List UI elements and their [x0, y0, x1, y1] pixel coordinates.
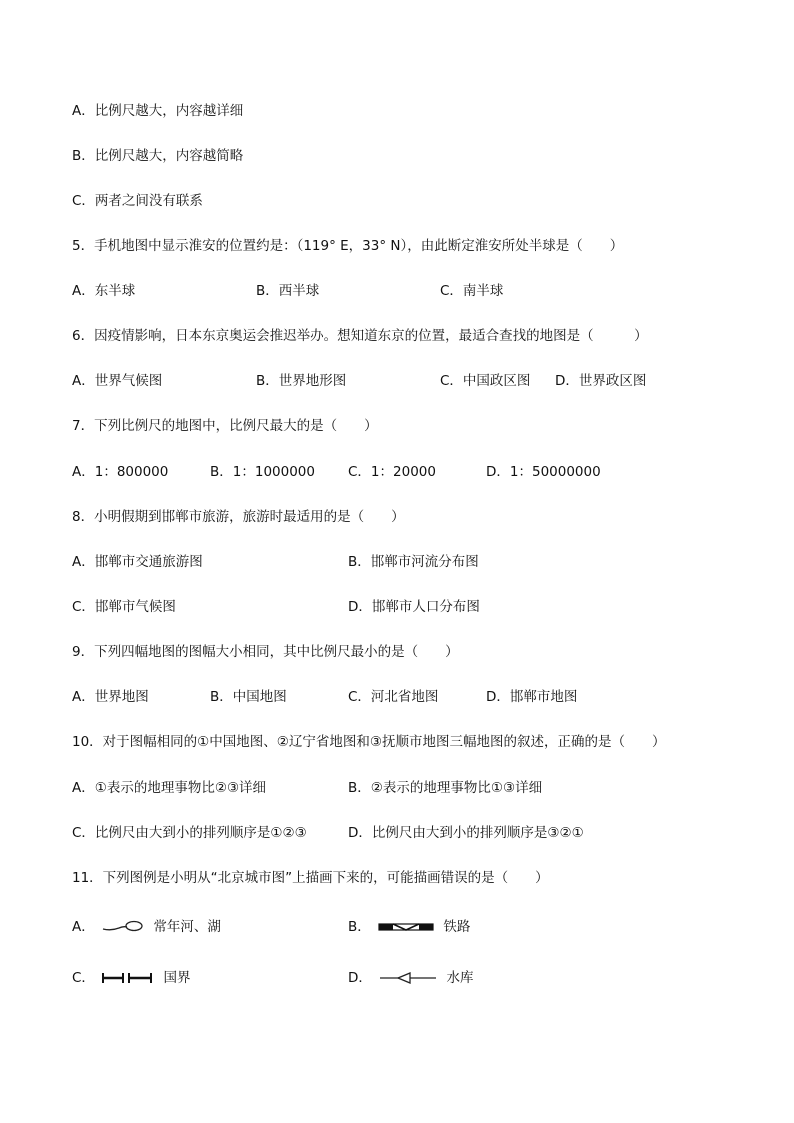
q9-option-d: D．邯郸市地图 — [486, 689, 578, 705]
q7-option-b: B．1：1000000 — [210, 464, 315, 480]
q9-option-b: B．中国地图 — [210, 689, 287, 705]
question-9-stem: 9．下列四幅地图的图幅大小相同，其中比例尺最小的是（ ） — [72, 644, 459, 660]
q11-option-d — [348, 969, 474, 987]
q7-option-a: A．1：800000 — [72, 464, 169, 480]
q11-option-d-letter: D． — [348, 970, 372, 986]
q8-option-d: D．邯郸市人口分布图 — [348, 599, 480, 615]
q9-option-c: C．河北省地图 — [348, 689, 439, 705]
q6-option-d: D．世界政区图 — [555, 373, 647, 389]
reservoir-icon — [378, 971, 438, 985]
question-6-stem: 6．因疫情影响，日本东京奥运会推迟举办。想知道东京的位置，最适合查找的地图是（ ） — [72, 328, 648, 344]
national-border-icon — [101, 971, 155, 985]
q8-option-b: B．邯郸市河流分布图 — [348, 554, 479, 570]
q8-option-a: A．邯郸市交通旅游图 — [72, 554, 203, 570]
question-7-stem: 7．下列比例尺的地图中，比例尺最大的是（ ） — [72, 418, 378, 434]
question-5-stem: 5．手机地图中显示淮安的位置约是：（119° E，33° N），由此断定淮安所处半球是（ ） — [72, 238, 624, 254]
q9-option-a: A．世界地图 — [72, 689, 149, 705]
q11-option-a — [72, 918, 221, 936]
q10-option-b: B．②表示的地理事物比①③详细 — [348, 780, 543, 796]
q11-option-c — [72, 969, 191, 987]
q10-option-c: C．比例尺由大到小的排列顺序是①②③ — [72, 825, 307, 841]
q11-option-c-letter: C． — [72, 970, 95, 986]
q5-option-a: A．东半球 — [72, 283, 136, 299]
q11-option-d-label: 水库 — [446, 970, 474, 986]
q7-option-d: D．1：50000000 — [486, 464, 601, 480]
q11-option-b-letter: B． — [348, 919, 371, 935]
q8-option-c: C．邯郸市气候图 — [72, 599, 176, 615]
prev-option-c: C．两者之间没有联系 — [72, 193, 203, 209]
prev-option-a: A．比例尺越大，内容越详细 — [72, 103, 244, 119]
q6-option-a: A．世界气候图 — [72, 373, 163, 389]
q10-option-d: D．比例尺由大到小的排列顺序是③②① — [348, 825, 584, 841]
q11-option-a-label: 常年河、湖 — [153, 919, 221, 935]
q7-option-c: C．1：20000 — [348, 464, 436, 480]
question-10-stem: 10．对于图幅相同的①中国地图、②辽宁省地图和③抚顺市地图三幅地图的叙述，正确的是（ ） — [72, 734, 666, 750]
q10-option-a: A．①表示的地理事物比②③详细 — [72, 780, 267, 796]
railway-icon — [377, 920, 435, 934]
q5-option-c: C．南半球 — [440, 283, 504, 299]
q5-option-b: B．西半球 — [256, 283, 320, 299]
q11-option-b-label: 铁路 — [443, 919, 471, 935]
q6-option-c: C．中国政区图 — [440, 373, 531, 389]
q11-option-a-letter: A． — [72, 919, 95, 935]
question-8-stem: 8．小明假期到邯郸市旅游，旅游时最适用的是（ ） — [72, 509, 405, 525]
q6-option-b: B．世界地形图 — [256, 373, 347, 389]
q11-option-c-label: 国界 — [163, 970, 191, 986]
question-11-stem: 11．下列图例是小明从“北京城市图”上描画下来的，可能描画错误的是（ ） — [72, 870, 549, 886]
q11-option-b — [348, 918, 470, 936]
prev-option-b: B．比例尺越大，内容越简略 — [72, 148, 244, 164]
river-lake-icon — [101, 919, 145, 935]
